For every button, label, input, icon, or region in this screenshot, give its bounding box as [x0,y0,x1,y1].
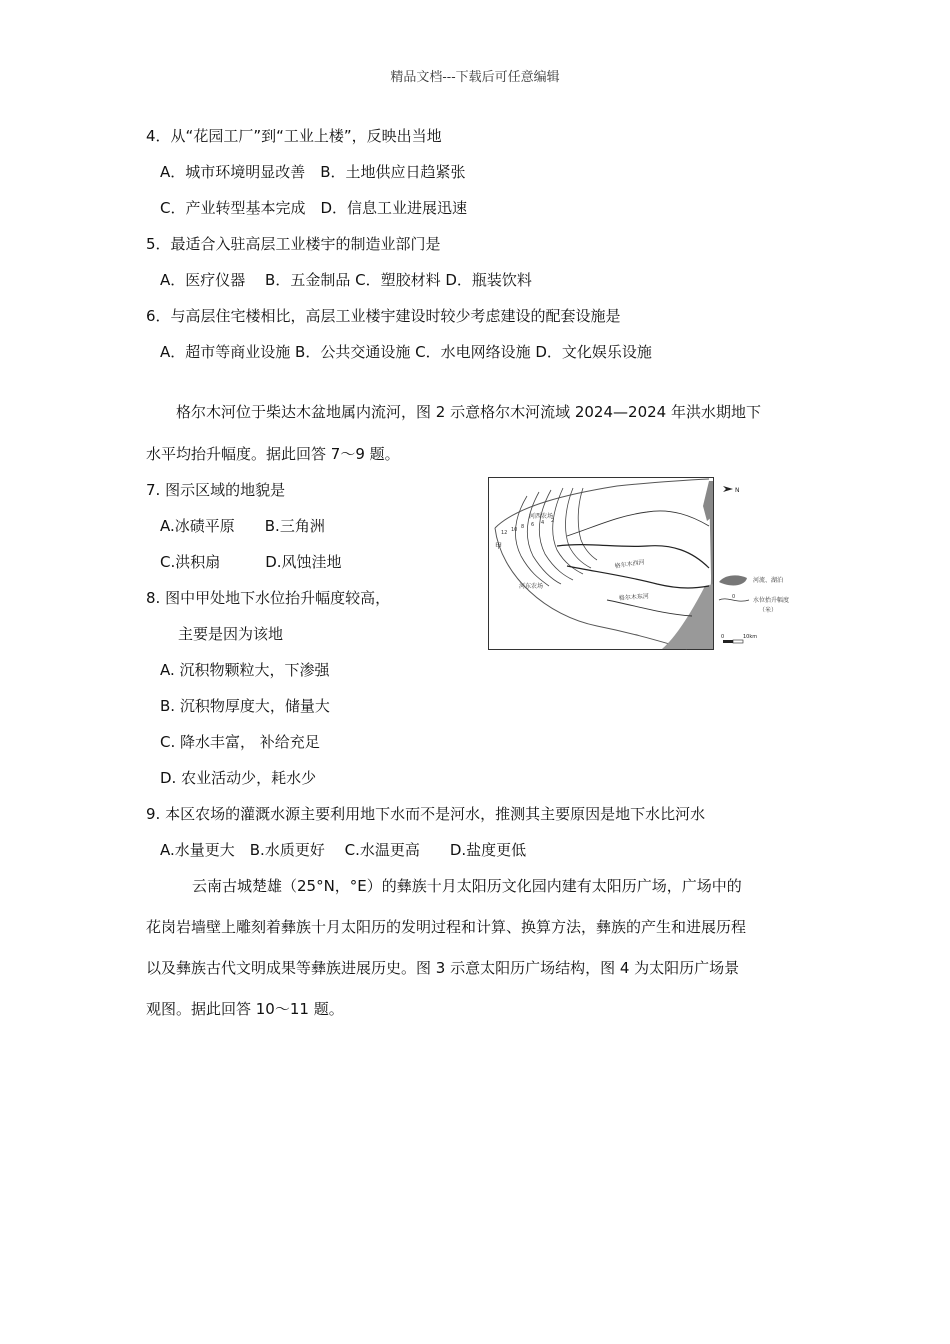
contour-label-4: 4 [541,520,545,526]
legend-contour-label: 水位抬升幅度 [753,597,790,604]
question-7: 7. 图示区域的地貌是 [146,481,286,499]
question-5: 5．最适合入驻高层工业楼宇的制造业部门是 [146,235,441,253]
q4-options-ab: A．城市环境明显改善 B．土地供应日趋紧张 [160,163,466,181]
q8-option-c: C. 降水丰富， 补给充足 [160,733,320,751]
question-8-cont: 主要是因为该地 [178,625,284,643]
passage-chuxiong-line1: 云南古城楚雄（25°N，°E）的彝族十月太阳历文化园内建有太阳历广场，广场中的 [192,877,742,895]
passage-chuxiong-line4: 观图。据此回答 10～11 题。 [146,1000,344,1018]
question-9: 9. 本区农场的灌溉水源主要利用地下水而不是河水，推测其主要原因是地下水比河水 [146,805,706,823]
question-8: 8. 图中甲处地下水位抬升幅度较高， [146,589,391,607]
legend-contour-value: 0 [732,594,736,600]
river-west-label: 格尔木西河 [614,558,646,570]
legend-river-label: 河流、湖泊 [753,577,784,584]
river-east-label: 格尔木东河 [618,592,650,602]
contour-label-2: 2 [551,518,555,524]
contour-label-8: 8 [521,524,525,530]
q8-option-a: A. 沉积物颗粒大，下渗强 [160,661,330,679]
q8-option-d: D. 农业活动少，耗水少 [160,769,317,787]
q7-options-cd: C.洪积扇 D.风蚀洼地 [160,553,342,571]
golmud-map-figure [487,476,790,652]
map-frame [489,478,714,650]
passage-chuxiong-line2: 花岗岩墙壁上雕刻着彝族十月太阳历的发明过程和计算、换算方法，彝族的产生和进展历程 [146,918,747,936]
passage-chuxiong-line3: 以及彝族古代文明成果等彝族进展历史。图 3 示意太阳历广场结构，图 4 为太阳历广场景 [146,959,740,977]
scale-bar [721,634,757,643]
north-label: N [735,487,740,494]
point-jia-label: 甲 [495,542,502,550]
scale-label: 10km [743,634,758,640]
contour-label-6: 6 [531,522,535,528]
legend-contour-unit: （米） [759,607,778,614]
north-arrow-icon [723,486,740,494]
question-6: 6．与高层住宅楼相比，高层工业楼宇建设时较少考虑建设的配套设施是 [146,307,621,325]
contour-label-10: 10 [511,527,518,533]
passage-golmud-line1: 格尔木河位于柴达木盆地属内流河，图 2 示意格尔木河流域 2024—2024 年洪水期地下 [176,403,761,421]
q8-option-b: B. 沉积物厚度大，储量大 [160,697,330,715]
q7-options-ab: A.冰碛平原 B.三角洲 [160,517,325,535]
q5-options: A．医疗仪器 B．五金制品 C．塑胶材料 D．瓶装饮料 [160,271,532,289]
question-4: 4．从“花园工厂”到“工业上楼”，反映出当地 [146,127,442,145]
legend-lake-icon [719,575,747,585]
scale-zero: 0 [721,634,725,640]
contour-label-12: 12 [501,530,508,536]
farm-north-label: 河西农场 [529,513,554,520]
q6-options: A．超市等商业设施 B．公共交通设施 C．水电网络设施 D．文化娱乐设施 [160,343,652,361]
q4-options-cd: C．产业转型基本完成 D．信息工业进展迅速 [160,199,468,217]
farm-south-label: 河东农场 [519,583,544,590]
passage-golmud-line2: 水平均抬升幅度。据此回答 7～9 题。 [146,445,400,463]
page-header: 精品文档---下载后可任意编辑 [390,70,560,85]
q9-options: A.水量更大 B.水质更好 C.水温更高 D.盐度更低 [160,841,527,859]
